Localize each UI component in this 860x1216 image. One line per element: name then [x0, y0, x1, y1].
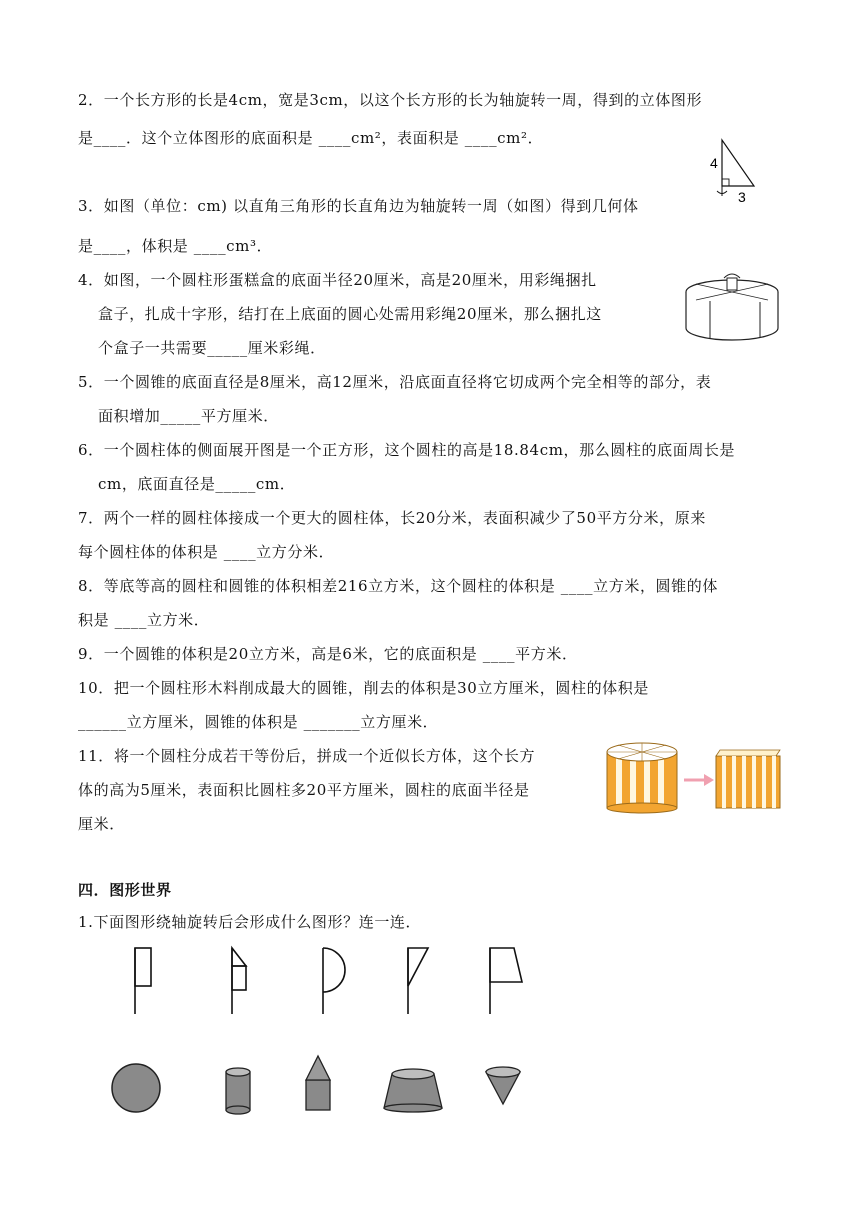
q9-line-1: 9．一个圆锥的体积是20立方米，高是6米，它的底面积是 ____平方米． — [78, 645, 578, 663]
q4-line-1: 4．如图，一个圆柱形蛋糕盒的底面半径20厘米，高是20厘米，用彩绳捆扎 — [78, 271, 597, 289]
q11-line-3: 厘米． — [78, 815, 125, 833]
solid-cylinder — [226, 1068, 250, 1114]
q6-line-2: cm，底面直径是_____cm． — [98, 475, 296, 493]
q8-line-2: 积是 ____立方米． — [78, 611, 210, 629]
q11-line-2: 体的高为5厘米，表面积比圆柱多20平方厘米，圆柱的底面半径是 — [78, 781, 530, 799]
q3-line-1: 3．如图（单位：cm) 以直角三角形的长直角边为轴旋转一周（如图）得到几何体 — [78, 197, 639, 215]
cylinder-to-cuboid-figure — [604, 740, 784, 814]
solid-inverted-cone — [486, 1067, 520, 1104]
flat-shape-triangle-rectangle — [232, 948, 246, 1014]
right-triangle-figure — [708, 136, 764, 206]
q5-line-2: 面积增加_____平方厘米． — [98, 407, 279, 425]
q7-line-2: 每个圆柱体的体积是 ____立方分米． — [78, 543, 335, 561]
q5-line-1: 5．一个圆锥的底面直径是8厘米，高12厘米，沿底面直径将它切成两个完全相等的部分，表 — [78, 373, 712, 391]
q4-line-2: 盒子，扎成十字形，结打在上底面的圆心处需用彩绳20厘米，那么捆扎这 — [98, 305, 602, 323]
flat-shape-trapezoid — [490, 948, 522, 1014]
flat-shape-right-triangle — [408, 948, 428, 1014]
fig-label-3: 3 — [738, 189, 746, 205]
flat-shapes-row — [124, 940, 534, 1020]
q6-line-1: 6．一个圆柱体的侧面展开图是一个正方形，这个圆柱的高是18.84cm，那么圆柱的底面周长是 — [78, 441, 736, 459]
q11-line-1: 11．将一个圆柱分成若干等份后，拼成一个近似长方体，这个长方 — [78, 747, 536, 765]
q10-line-1: 10．把一个圆柱形木料削成最大的圆锥，削去的体积是30立方厘米，圆柱的体积是 — [78, 679, 649, 697]
cake-box-figure — [682, 270, 782, 344]
q8-line-1: 8．等底等高的圆柱和圆锥的体积相差216立方米，这个圆柱的体积是 ____立方米，圆锥的体 — [78, 577, 718, 595]
q10-line-2: ______立方厘米，圆锥的体积是 _______立方厘米． — [78, 713, 439, 731]
fig-label-4: 4 — [710, 155, 718, 171]
solid-shapes-row — [108, 1052, 528, 1118]
solid-sphere — [112, 1064, 160, 1112]
q3-line-2: 是____，体积是 ____cm³． — [78, 237, 273, 255]
flat-shape-semicircle — [323, 948, 345, 1014]
solid-cone-on-cylinder — [306, 1056, 330, 1110]
q4-line-3: 个盒子一共需要_____厘米彩绳． — [98, 339, 326, 357]
section-4-q1: 1.下面图形绕轴旋转后会形成什么图形？连一连． — [78, 913, 422, 931]
q7-line-1: 7．两个一样的圆柱体接成一个更大的圆柱体，长20分米，表面积减少了50平方分米，原来 — [78, 509, 706, 527]
solid-frustum — [384, 1069, 442, 1112]
q2-line-1: 2．一个长方形的长是4cm，宽是3cm，以这个长方形的长为轴旋转一周，得到的立体图形 — [78, 91, 703, 109]
section-4-title: 四．图形世界 — [78, 881, 172, 899]
flat-shape-rectangle — [135, 948, 151, 1014]
q2-line-2: 是____．这个立体图形的底面积是 ____cm²，表面积是 ____cm²． — [78, 129, 544, 147]
